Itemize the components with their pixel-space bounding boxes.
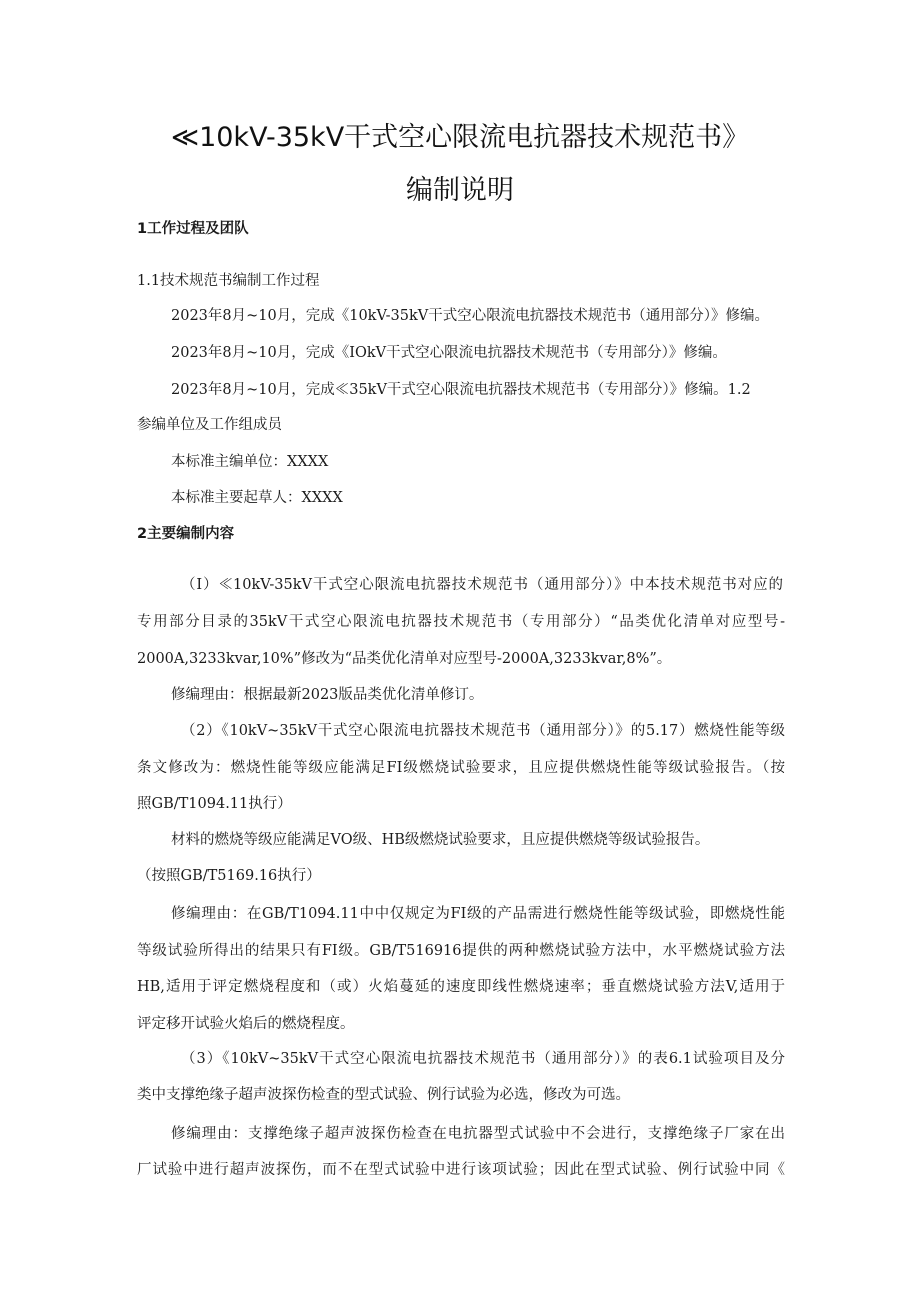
item2-line: 条文修改为：燃烧性能等级应能满足FI级燃烧试验要求，且应提供燃烧性能等级试验报告。（按	[137, 760, 785, 776]
item1-line: 专用部分目录的35kV干式空心限流电抗器技术规范书（专用部分）“品类优化清单对应型号-	[137, 614, 785, 630]
section1-heading: 1工作过程及团队	[137, 221, 249, 237]
subsection1-1-heading: 1.1技术规范书编制工作过程	[137, 273, 320, 289]
reason1-line: 修编理由：根据最新2023版品类优化清单修订。	[171, 687, 484, 703]
material-line: 材料的燃烧等级应能满足VO级、HB级燃烧试验要求，且应提供燃烧等级试验报告。	[171, 832, 710, 848]
reason2-line: 等级试验所得出的结果只有FI级。GB/T516916提供的两种燃烧试验方法中，水平燃烧试验方法	[137, 943, 785, 959]
editor-unit-line: 本标准主编单位：XXXX	[171, 454, 329, 470]
item3-line: （3）《10kV~35kV干式空心限流电抗器技术规范书（通用部分）》的表6.1试验项目及分	[181, 1051, 785, 1067]
process-line: 2023年8月~10月，完成《10kV-35kV干式空心限流电抗器技术规范书（通用部分）》修编。	[171, 308, 769, 324]
reason2-line: 评定移开试验火焰后的燃烧程度。	[137, 1016, 355, 1032]
reason3-line: 修编理由：支撑绝缘子超声波探伤检查在电抗器型式试验中不会进行，支撑绝缘子厂家在出	[171, 1126, 785, 1142]
item2-line: （2）《10kV~35kV干式空心限流电抗器技术规范书（通用部分）》的5.17）燃烧性能等级	[181, 723, 785, 739]
process-line: 参编单位及工作组成员	[137, 417, 282, 433]
process-line: 2023年8月~10月，完成≪35kV干式空心限流电抗器技术规范书（专用部分）》修编。1.2	[171, 382, 751, 398]
item1-line: 2000A,3233kvar,10%”修改为“品类优化清单对应型号-2000A,3233kvar,8%”。	[137, 651, 672, 667]
item2-line: 照GB/T1094.11执行）	[137, 796, 292, 812]
reason2-line: 修编理由：在GB/T1094.11中中仅规定为FI级的产品需进行燃烧性能等级试验，即燃烧性能	[171, 906, 785, 922]
reason3-line: 厂试验中进行超声波探伤，而不在型式试验中进行该项试验；因此在型式试验、例行试验中同《	[137, 1162, 785, 1178]
document-title: ≪10kV-35kV干式空心限流电抗器技术规范书》	[170, 122, 750, 153]
item1-line: （I）≪10kV-35kV干式空心限流电抗器技术规范书（通用部分）》中本技术规范书对应的	[181, 577, 783, 593]
drafter-line: 本标准主要起草人：XXXX	[171, 490, 343, 506]
material-line: （按照GB/T5169.16执行）	[137, 868, 321, 884]
document-subtitle: 编制说明	[406, 175, 514, 206]
process-line: 2023年8月~10月，完成《IOkV干式空心限流电抗器技术规范书（专用部分）》修编。	[171, 345, 727, 361]
section2-heading: 2主要编制内容	[137, 526, 235, 542]
item3-line: 类中支撑绝缘子超声波探伤检查的型式试验、例行试验为必选，修改为可选。	[137, 1087, 630, 1103]
reason2-line: HB,适用于评定燃烧程度和（或）火焰蔓延的速度即线性燃烧速率；垂直燃烧试验方法V,适用于	[137, 979, 785, 995]
